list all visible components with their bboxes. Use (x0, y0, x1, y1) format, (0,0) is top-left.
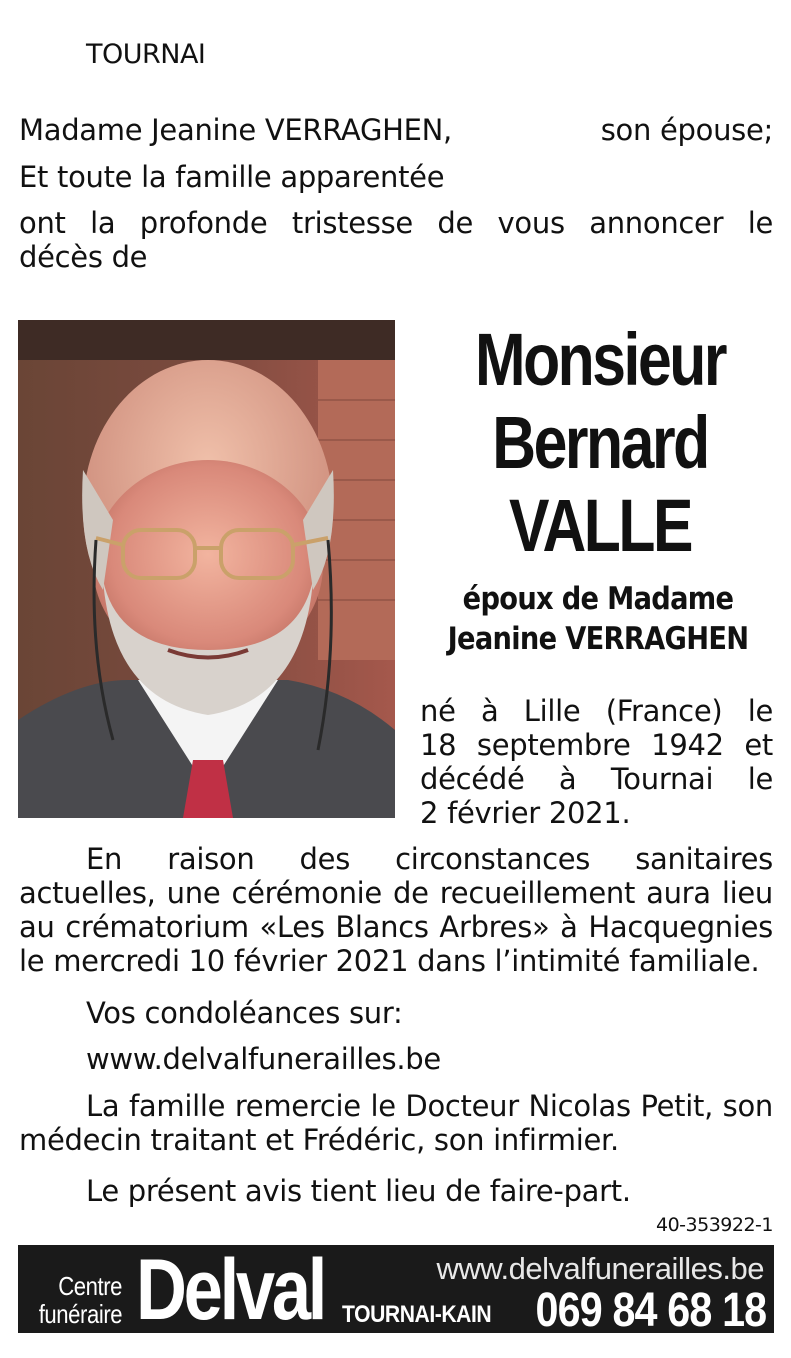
city-heading: TOURNAI (86, 39, 206, 70)
spouse-of-line-1: époux de Madame (462, 581, 734, 617)
funeraire-label: funéraire (38, 1299, 122, 1329)
ceremony-paragraph: En raison des circonstances sanitaires actuelles, une cérémonie de recueillement aura lieu au crématorium «Les Blancs Arbres» à Hacquegnies le mercredi 10 février 2021 dans l’intimité familiale. (19, 842, 773, 978)
centre-label: Centre (58, 1271, 122, 1301)
bio-line-2: 18 septembre 1942 et (420, 728, 773, 762)
announce-line-1: ont la profonde tristesse de vous annoncer le (19, 206, 773, 240)
deceased-title: Monsieur (474, 318, 726, 401)
spouse-of-line-2: Jeanine VERRAGHEN (447, 621, 749, 657)
thanks-paragraph: La famille remercie le Docteur Nicolas Petit, son médecin traitant et Frédéric, son infirmier. (19, 1089, 773, 1157)
funeral-home-banner (18, 1245, 774, 1333)
spouse-name: Madame Jeanine VERRAGHEN, (19, 113, 452, 147)
condolences-label: Vos condoléances sur: (86, 996, 403, 1030)
footer-website-link[interactable]: www.delvalfunerailles.be (436, 1251, 764, 1286)
spouse-line (19, 113, 773, 147)
deceased-last-name: VALLE (508, 484, 692, 567)
notice-text: Le présent avis tient lieu de faire-part. (86, 1174, 631, 1208)
announce-line-2: décès de (19, 240, 148, 274)
condolences-website-link[interactable]: www.delvalfunerailles.be (86, 1042, 441, 1076)
brand-logo-text: Delval (136, 1245, 325, 1333)
bio-line-3: décédé à Tournai le (420, 762, 773, 796)
spouse-role: son épouse; (600, 113, 773, 147)
footer-phone[interactable]: 069 84 68 18 (535, 1284, 766, 1333)
bio-line-4: 2 février 2021. (420, 796, 631, 830)
bio-line-1: né à Lille (France) le (420, 694, 773, 728)
footer-location: TOURNAI-KAIN (342, 1301, 492, 1328)
reference-number: 40-353922-1 (655, 1214, 773, 1236)
portrait-photo (18, 320, 395, 818)
deceased-first-name: Bernard (492, 401, 708, 484)
family-line: Et toute la famille apparentée (19, 160, 445, 194)
